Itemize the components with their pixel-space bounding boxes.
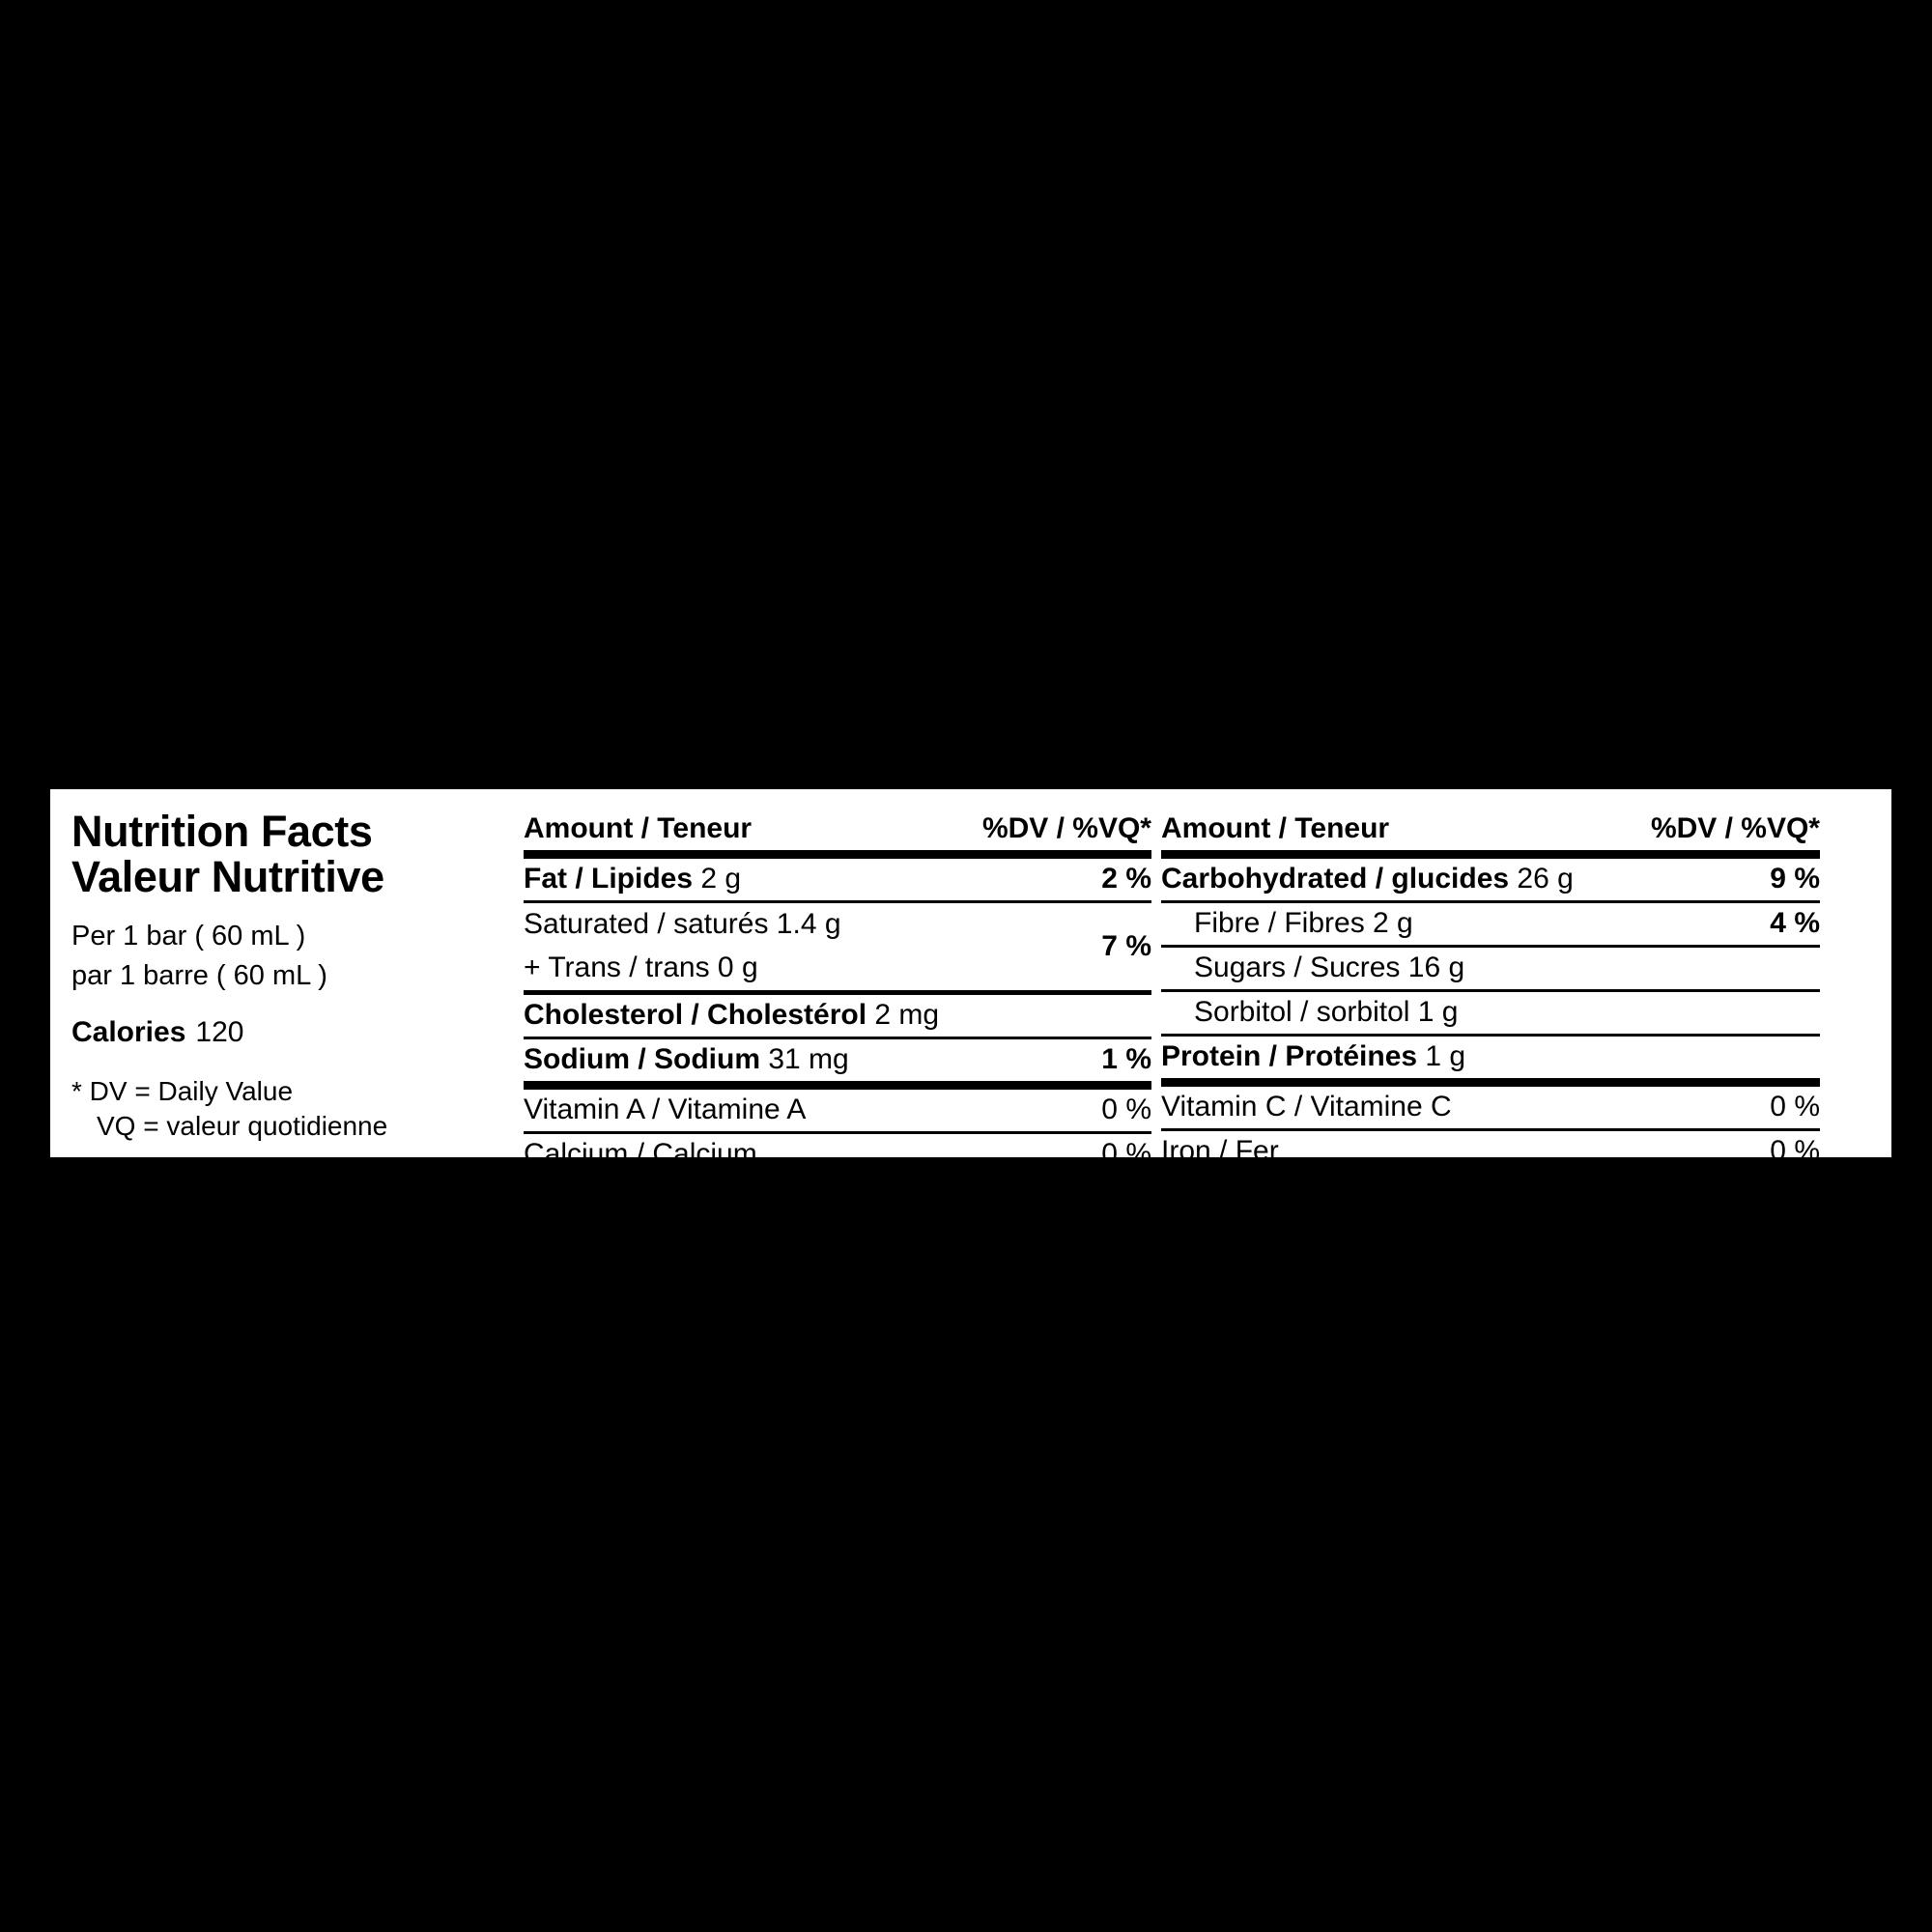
row-sorbitol [1161,992,1820,1037]
row-saturated-trans-dv: 7 % [1101,930,1151,962]
row-fat [524,859,1151,903]
row-sodium [524,1039,1151,1090]
row-cholesterol-name [524,1001,1140,1030]
row-calcium-name: Calcium / Calcium [524,1140,757,1169]
row-protein-amount: 1 g [1417,1042,1466,1071]
row-calcium-dv: 0 % [1101,1138,1151,1170]
row-fibre [1161,903,1820,948]
middle-header-amount: Amount / Teneur [524,814,753,843]
row-vitamin-a-name: Vitamin A / Vitamine A [524,1095,807,1124]
row-trans-name: + Trans / trans 0 g [524,952,758,983]
row-vitamin-c-name: Vitamin C / Vitamine C [1161,1093,1452,1122]
row-iron [1161,1131,1820,1173]
calories-label: Calories [71,1015,186,1048]
row-cholesterol-name-bold: Cholesterol / Cholestérol [524,1001,867,1030]
row-protein-name-bold: Protein / Protéines [1161,1042,1418,1071]
row-sorbitol-name: Sorbitol / sorbitol 1 g [1194,998,1459,1027]
row-calcium [524,1134,1151,1176]
row-fat-dv: 2 % [1101,863,1151,895]
row-cholesterol [524,995,1151,1039]
footnote-line-english: * DV = Daily Value [71,1075,294,1106]
row-sugars [1161,948,1820,992]
right-header-dv: %DV / %VQ* [1650,812,1820,844]
row-sodium-amount: 31 mg [760,1045,849,1074]
nutrient-column-middle [524,789,1161,1170]
row-sodium-dv: 1 % [1101,1043,1151,1075]
right-header-amount: Amount / Teneur [1161,814,1390,843]
calories-value: 120 [195,1015,244,1048]
nutrition-facts-panel [50,789,1891,1170]
right-column-header [1161,809,1820,859]
row-carbohydrate-name-bold: Carbohydrated / glucides [1161,865,1510,894]
row-carbohydrate-dv: 9 % [1770,863,1820,895]
serving-size-french: par 1 barre ( 60 mL ) [71,959,327,991]
middle-column-header [524,809,1151,859]
nutrition-summary-column [50,789,524,1157]
row-iron-dv: 0 % [1770,1135,1820,1167]
row-carbohydrate-amount: 26 g [1509,865,1574,894]
row-fibre-name: Fibre / Fibres 2 g [1194,909,1413,938]
row-fat-name [524,865,1090,894]
row-saturated-name: Saturated / saturés 1.4 g [524,908,841,940]
row-sodium-name-bold: Sodium / Sodium [524,1045,760,1074]
middle-header-dv: %DV / %VQ* [981,812,1151,844]
row-fibre-dv: 4 % [1770,907,1820,939]
row-sugars-name: Sugars / Sucres 16 g [1194,953,1465,982]
row-vitamin-a [524,1090,1151,1134]
row-vitamin-a-dv: 0 % [1101,1094,1151,1125]
page-title-french: Valeur Nutritive [71,852,384,902]
serving-size-english: Per 1 bar ( 60 mL ) [71,920,306,952]
row-fat-name-bold: Fat / Lipides [524,865,694,894]
page-title-english: Nutrition Facts [71,807,373,856]
row-protein [1161,1037,1820,1087]
row-saturated-trans-group [524,903,1151,995]
row-cholesterol-amount: 2 mg [867,1001,940,1030]
row-vitamin-c [1161,1087,1820,1131]
row-sodium-name [524,1045,1090,1074]
row-vitamin-c-dv: 0 % [1770,1091,1820,1122]
calories-row [71,1016,524,1049]
row-carbohydrate [1161,859,1820,903]
row-fat-amount: 2 g [693,865,742,894]
row-protein-name [1161,1042,1808,1071]
footnote-line-french: VQ = valeur quotidienne [97,1111,388,1142]
nutrient-column-right [1161,789,1837,1167]
saturated-trans-lines [524,903,1090,990]
daily-value-footnote [71,1074,524,1145]
row-carbohydrate-name [1161,865,1758,894]
row-iron-name: Iron / Fer [1161,1137,1279,1166]
